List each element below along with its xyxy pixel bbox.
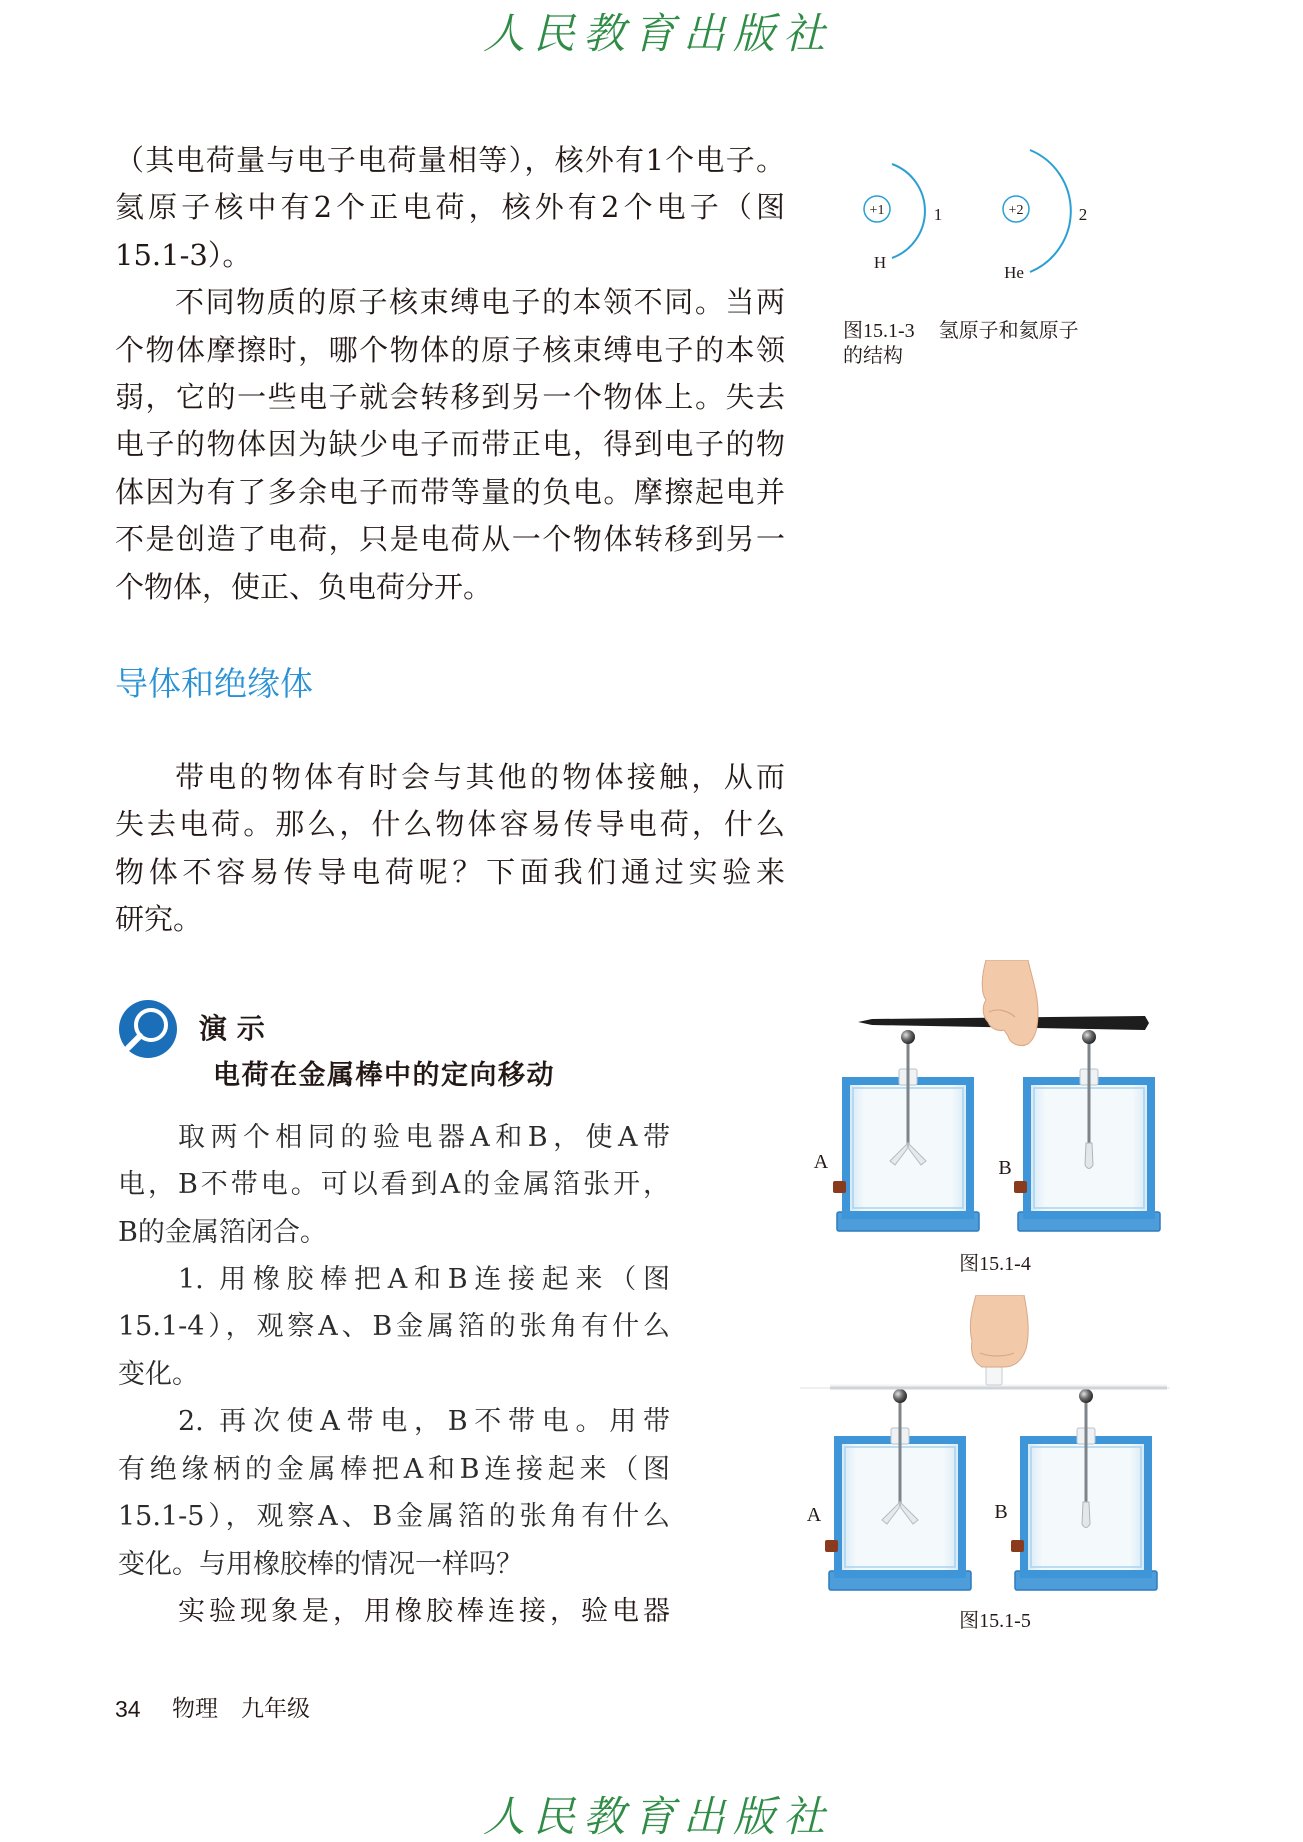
helium-atom [1003, 150, 1087, 282]
figure-15-1-5-caption: 图15.1-5 [959, 1610, 1031, 1632]
demo-line: 变化。与用橡胶棒的情况一样吗？ [118, 1549, 523, 1580]
figure-number: 图15.1-3 [843, 320, 915, 342]
text-line: 物体不容易传导电荷呢？下面我们通过实验来 [115, 855, 785, 889]
hand [982, 960, 1038, 1046]
electroscope-a-metal-ball [901, 1030, 915, 1044]
page-number: 34 [115, 1696, 141, 1722]
footer-subject: 物理 [172, 1696, 218, 1722]
hydrogen-atom [864, 164, 942, 272]
helium-electron-count: 2 [1078, 205, 1088, 224]
footer-grade: 九年级 [241, 1696, 310, 1722]
demo-line: 1. 用橡胶棒把A和B连接起来（图 [178, 1264, 670, 1295]
figure-15-1-5-photo [800, 1295, 1170, 1595]
label-a: A [813, 1151, 829, 1173]
demo-line: 取两个相同的验电器A和B，使A带 [178, 1122, 670, 1153]
text-line: 电子的物体因为缺少电子而带正电，得到电子的物 [115, 427, 785, 461]
demo-line: 有绝缘柄的金属棒把A和B连接起来（图 [118, 1454, 670, 1485]
text-line: 15.1-3）。 [115, 238, 252, 272]
demo-line: 2. 再次使A带电，B不带电。用带 [178, 1406, 670, 1437]
figure-15-1-4-photo [800, 960, 1170, 1245]
publisher-logo-top: 人民教育出版社 [482, 9, 833, 58]
electroscope-b [1014, 1030, 1160, 1231]
label-a: A [806, 1504, 822, 1526]
hydrogen-electron-count: 1 [933, 205, 943, 224]
label-b: B [998, 1157, 1012, 1179]
text-line: 弱，它的一些电子就会转移到另一个物体上。失去 [115, 380, 785, 414]
figure-15-1-3-caption-line2: 的结构 [843, 345, 903, 367]
text-line: 体因为有了多余电子而带等量的负电。摩擦起电并 [115, 475, 785, 509]
electroscope-a-metal-ball [893, 1389, 907, 1403]
electroscope-b [1011, 1389, 1157, 1590]
demo-line: 电，B不带电。可以看到A的金属箔张开， [118, 1169, 670, 1200]
electroscope-b-metal-ball [1079, 1389, 1093, 1403]
demo-line: 15.1-5），观察A、B金属箔的张角有什么 [118, 1501, 670, 1532]
helium-symbol: He [1004, 263, 1024, 282]
demo-line: 实验现象是，用橡胶棒连接，验电器 [178, 1596, 670, 1627]
electroscope-a [825, 1389, 971, 1590]
text-line: 个物体，使正、负电荷分开。 [115, 570, 493, 604]
electroscope-b-metal-ball [1082, 1030, 1096, 1044]
figure-15-1-4-caption: 图15.1-4 [959, 1253, 1031, 1275]
demo-line: B的金属箔闭合。 [118, 1217, 327, 1248]
demo-line: 15.1-4），观察A、B金属箔的张角有什么 [118, 1311, 670, 1342]
demo-line: 变化。 [118, 1359, 199, 1390]
hydrogen-electron-shell [892, 164, 925, 258]
helium-electron-shell [1030, 150, 1071, 272]
hydrogen-symbol: H [873, 253, 887, 272]
label-b: B [994, 1501, 1008, 1523]
text-line: 氦原子核中有2个正电荷，核外有2个电子（图 [115, 190, 785, 224]
figure-15-1-3-caption [843, 319, 1079, 343]
text-line: 带电的物体有时会与其他的物体接触，从而 [175, 760, 785, 794]
demo-label: 演 示 [199, 1012, 265, 1045]
helium-nucleus-charge: +2 [1008, 203, 1024, 218]
electroscope-b-foil-closed [1082, 1502, 1090, 1528]
figure-caption-text: 氢原子和氦原子 [938, 320, 1079, 342]
hydrogen-nucleus-charge: +1 [869, 203, 885, 218]
figure-15-1-3-atom-diagram [840, 140, 1130, 300]
metal-rod [830, 1386, 1167, 1388]
text-line: 研究。 [115, 902, 203, 936]
text-line: （其电荷量与电子电荷量相等），核外有1个电子。 [115, 143, 785, 177]
text-line: 不同物质的原子核束缚电子的本领不同。当两 [175, 285, 785, 319]
section-heading: 导体和绝缘体 [115, 664, 313, 703]
electroscope-b-foil-closed [1085, 1143, 1093, 1169]
magnifier-icon [118, 999, 178, 1059]
text-line: 个物体摩擦时，哪个物体的原子核束缚电子的本领 [115, 333, 785, 367]
electroscope-a [833, 1030, 979, 1231]
text-line: 不是创造了电荷，只是电荷从一个物体转移到另一 [115, 522, 785, 556]
text-line: 失去电荷。那么，什么物体容易传导电荷，什么 [115, 807, 785, 841]
demo-title: 电荷在金属棒中的定向移动 [213, 1060, 555, 1091]
publisher-logo-bottom: 人民教育出版社 [482, 1792, 833, 1841]
